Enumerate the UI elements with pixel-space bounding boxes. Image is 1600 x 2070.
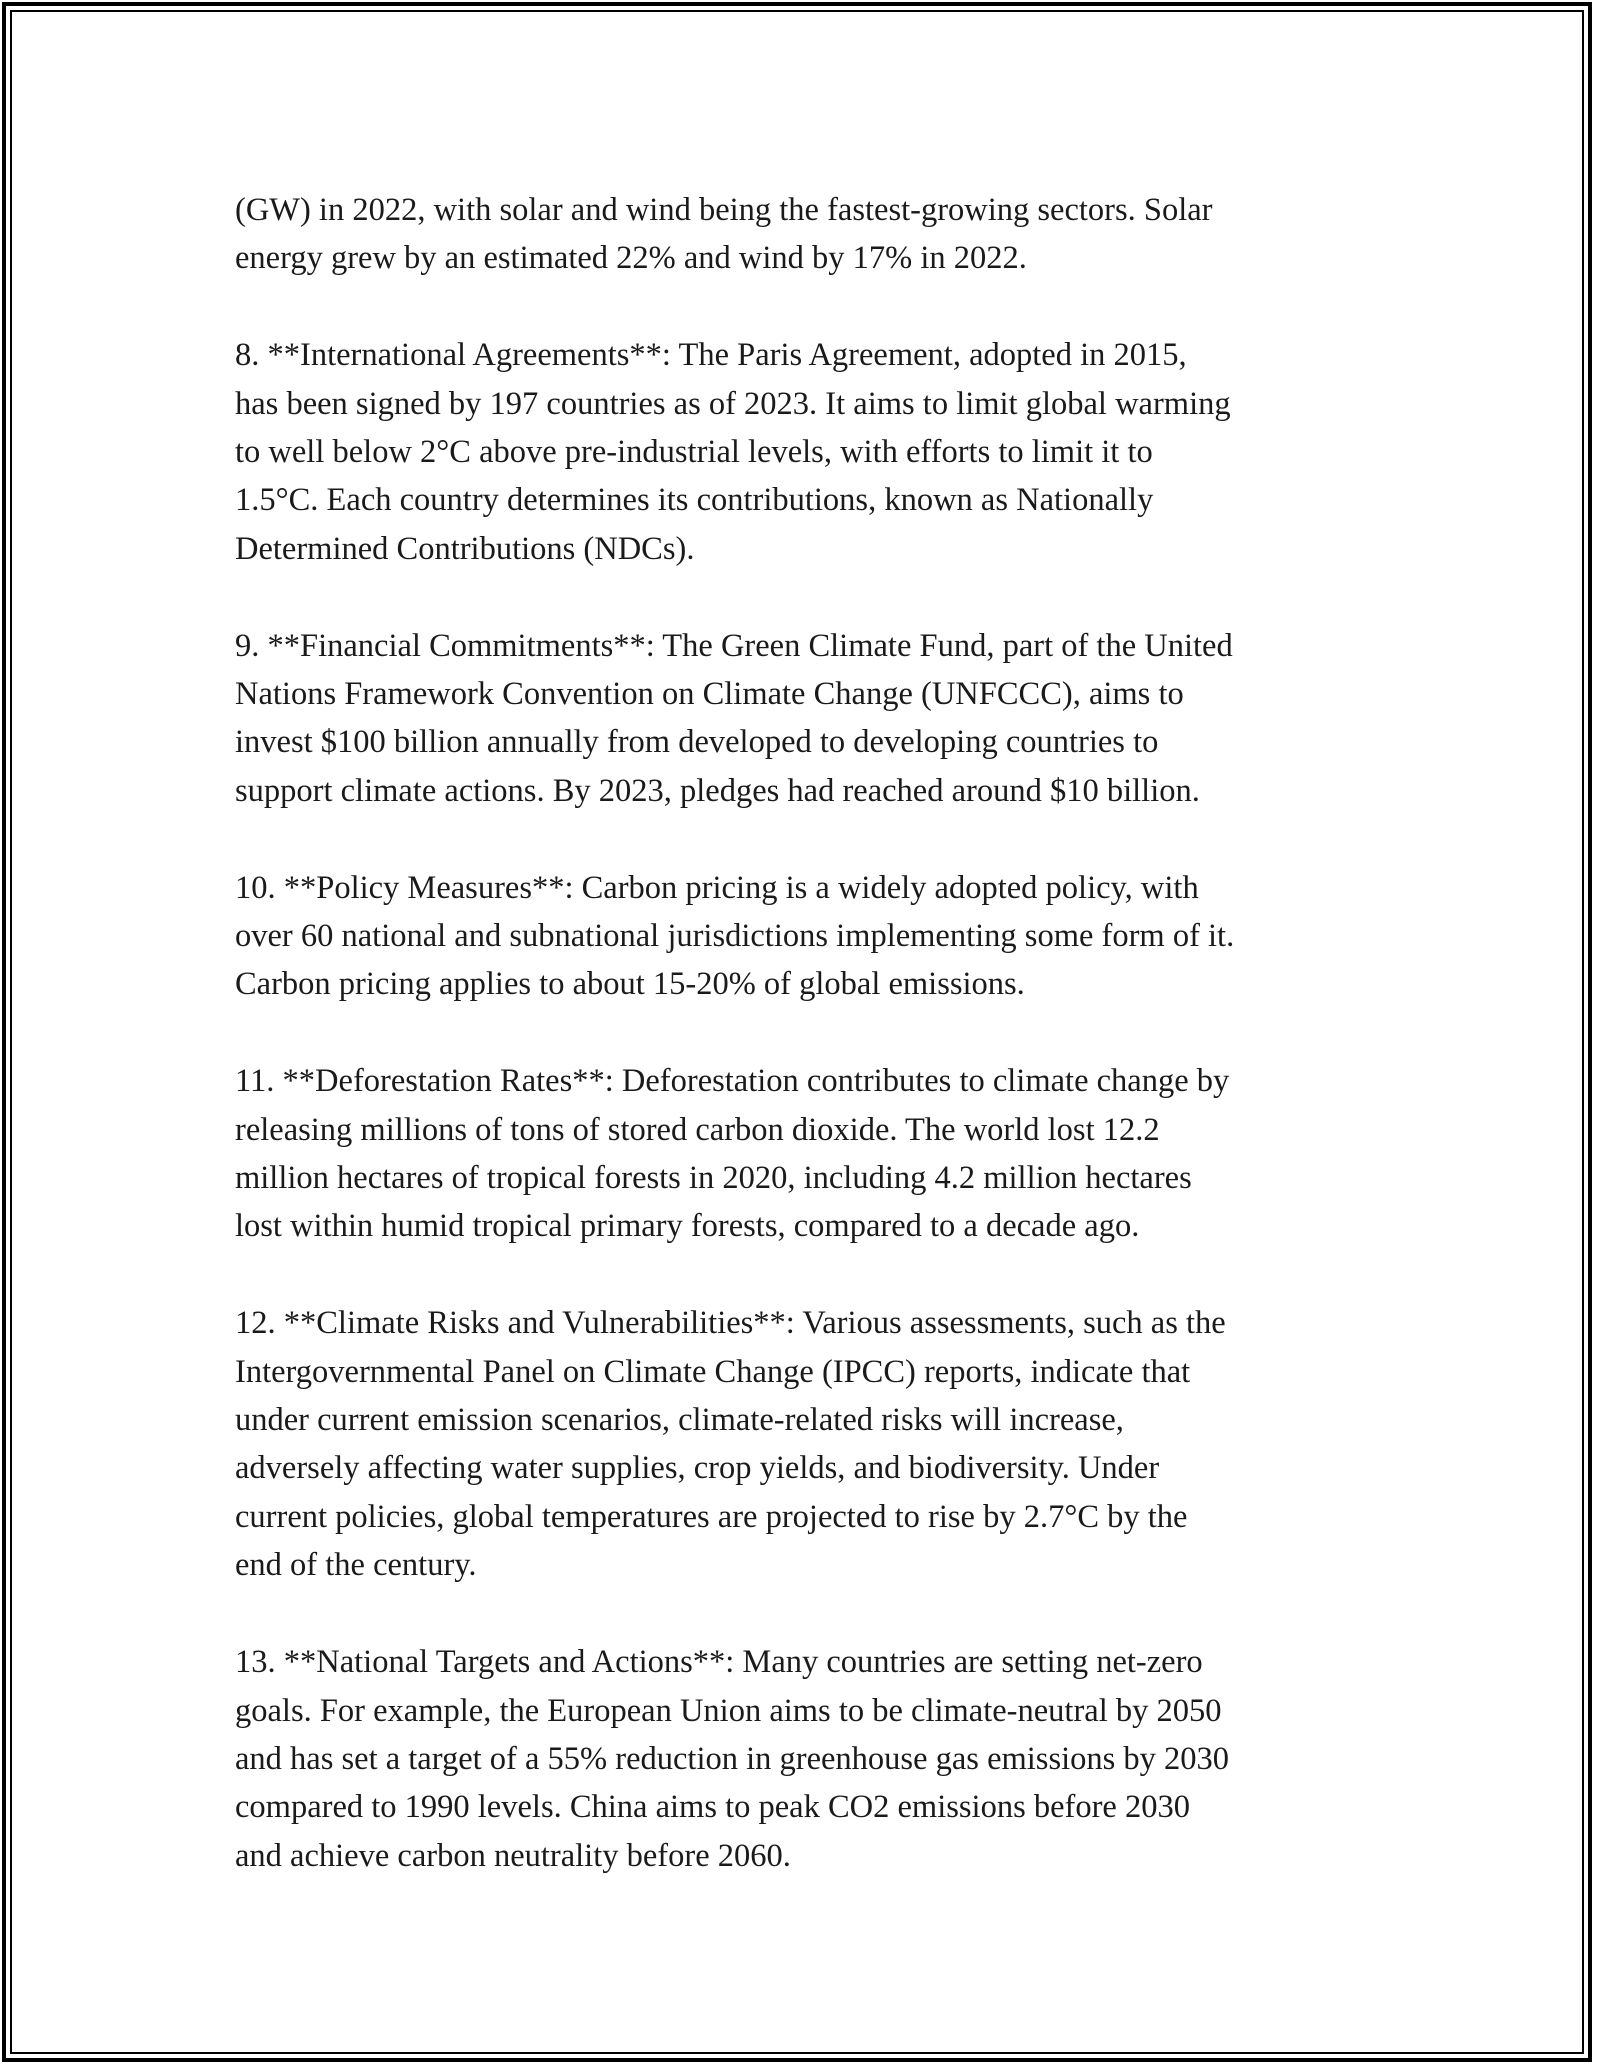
- paragraph-financial-commitments: 9. **Financial Commitments**: The Green Climate Fund, part of the United Nations Framework Convention on Climate Change (UNFCCC), aims to invest $100 billion annually from developed to developing countries to support climate actions. By 2023, pledges had reached around $10 billion.: [235, 627, 1233, 809]
- paragraph-international-agreements: 8. **International Agreements**: The Paris Agreement, adopted in 2015, has been signed by 197 countries as of 2023. It aims to limit global warming to well below 2°C above pre-industrial levels, with efforts to limit it to 1.5°C. Each country determines its contributions, known as Nationally Determined Contributions (NDCs).: [235, 337, 1231, 567]
- document-body: [235, 186, 1385, 1929]
- paragraph-deforestation-rates: 11. **Deforestation Rates**: Deforestation contributes to climate change by releasing millions of tons of stored carbon dioxide. The world lost 12.2 million hectares of tropical forests in 2020, including 4.2 million hectares lost within humid tropical primary forests, compared to a decade ago.: [235, 1063, 1230, 1245]
- paragraph-policy-measures: 10. **Policy Measures**: Carbon pricing is a widely adopted policy, with over 60 national and subnational jurisdictions implementing some form of it. Carbon pricing applies to about 15-20% of global emissions.: [235, 869, 1235, 1003]
- paragraph-renewable-capacity: (GW) in 2022, with solar and wind being the fastest-growing sectors. Solar energy grew by an estimated 22% and wind by 17% in 2022.: [235, 192, 1213, 277]
- paragraph-national-targets: 13. **National Targets and Actions**: Many countries are setting net-zero goals. For example, the European Union aims to be climate-neutral by 2050 and has set a target of a 55% reduction in greenhouse gas emissions by 2030 compared to 1990 levels. China aims to peak CO2 emissions before 2030 and achieve carbon neutrality before 2060.: [235, 1644, 1230, 1874]
- paragraph-climate-risks: 12. **Climate Risks and Vulnerabilities**: Various assessments, such as the Intergovernmental Panel on Climate Change (IPCC) reports, indicate that under current emission scenarios, climate-related risks will increase, adversely affecting water supplies, crop yields, and biodiversity. Under current policies, global temperatures are projected to rise by 2.7°C by the end of the century.: [235, 1305, 1226, 1584]
